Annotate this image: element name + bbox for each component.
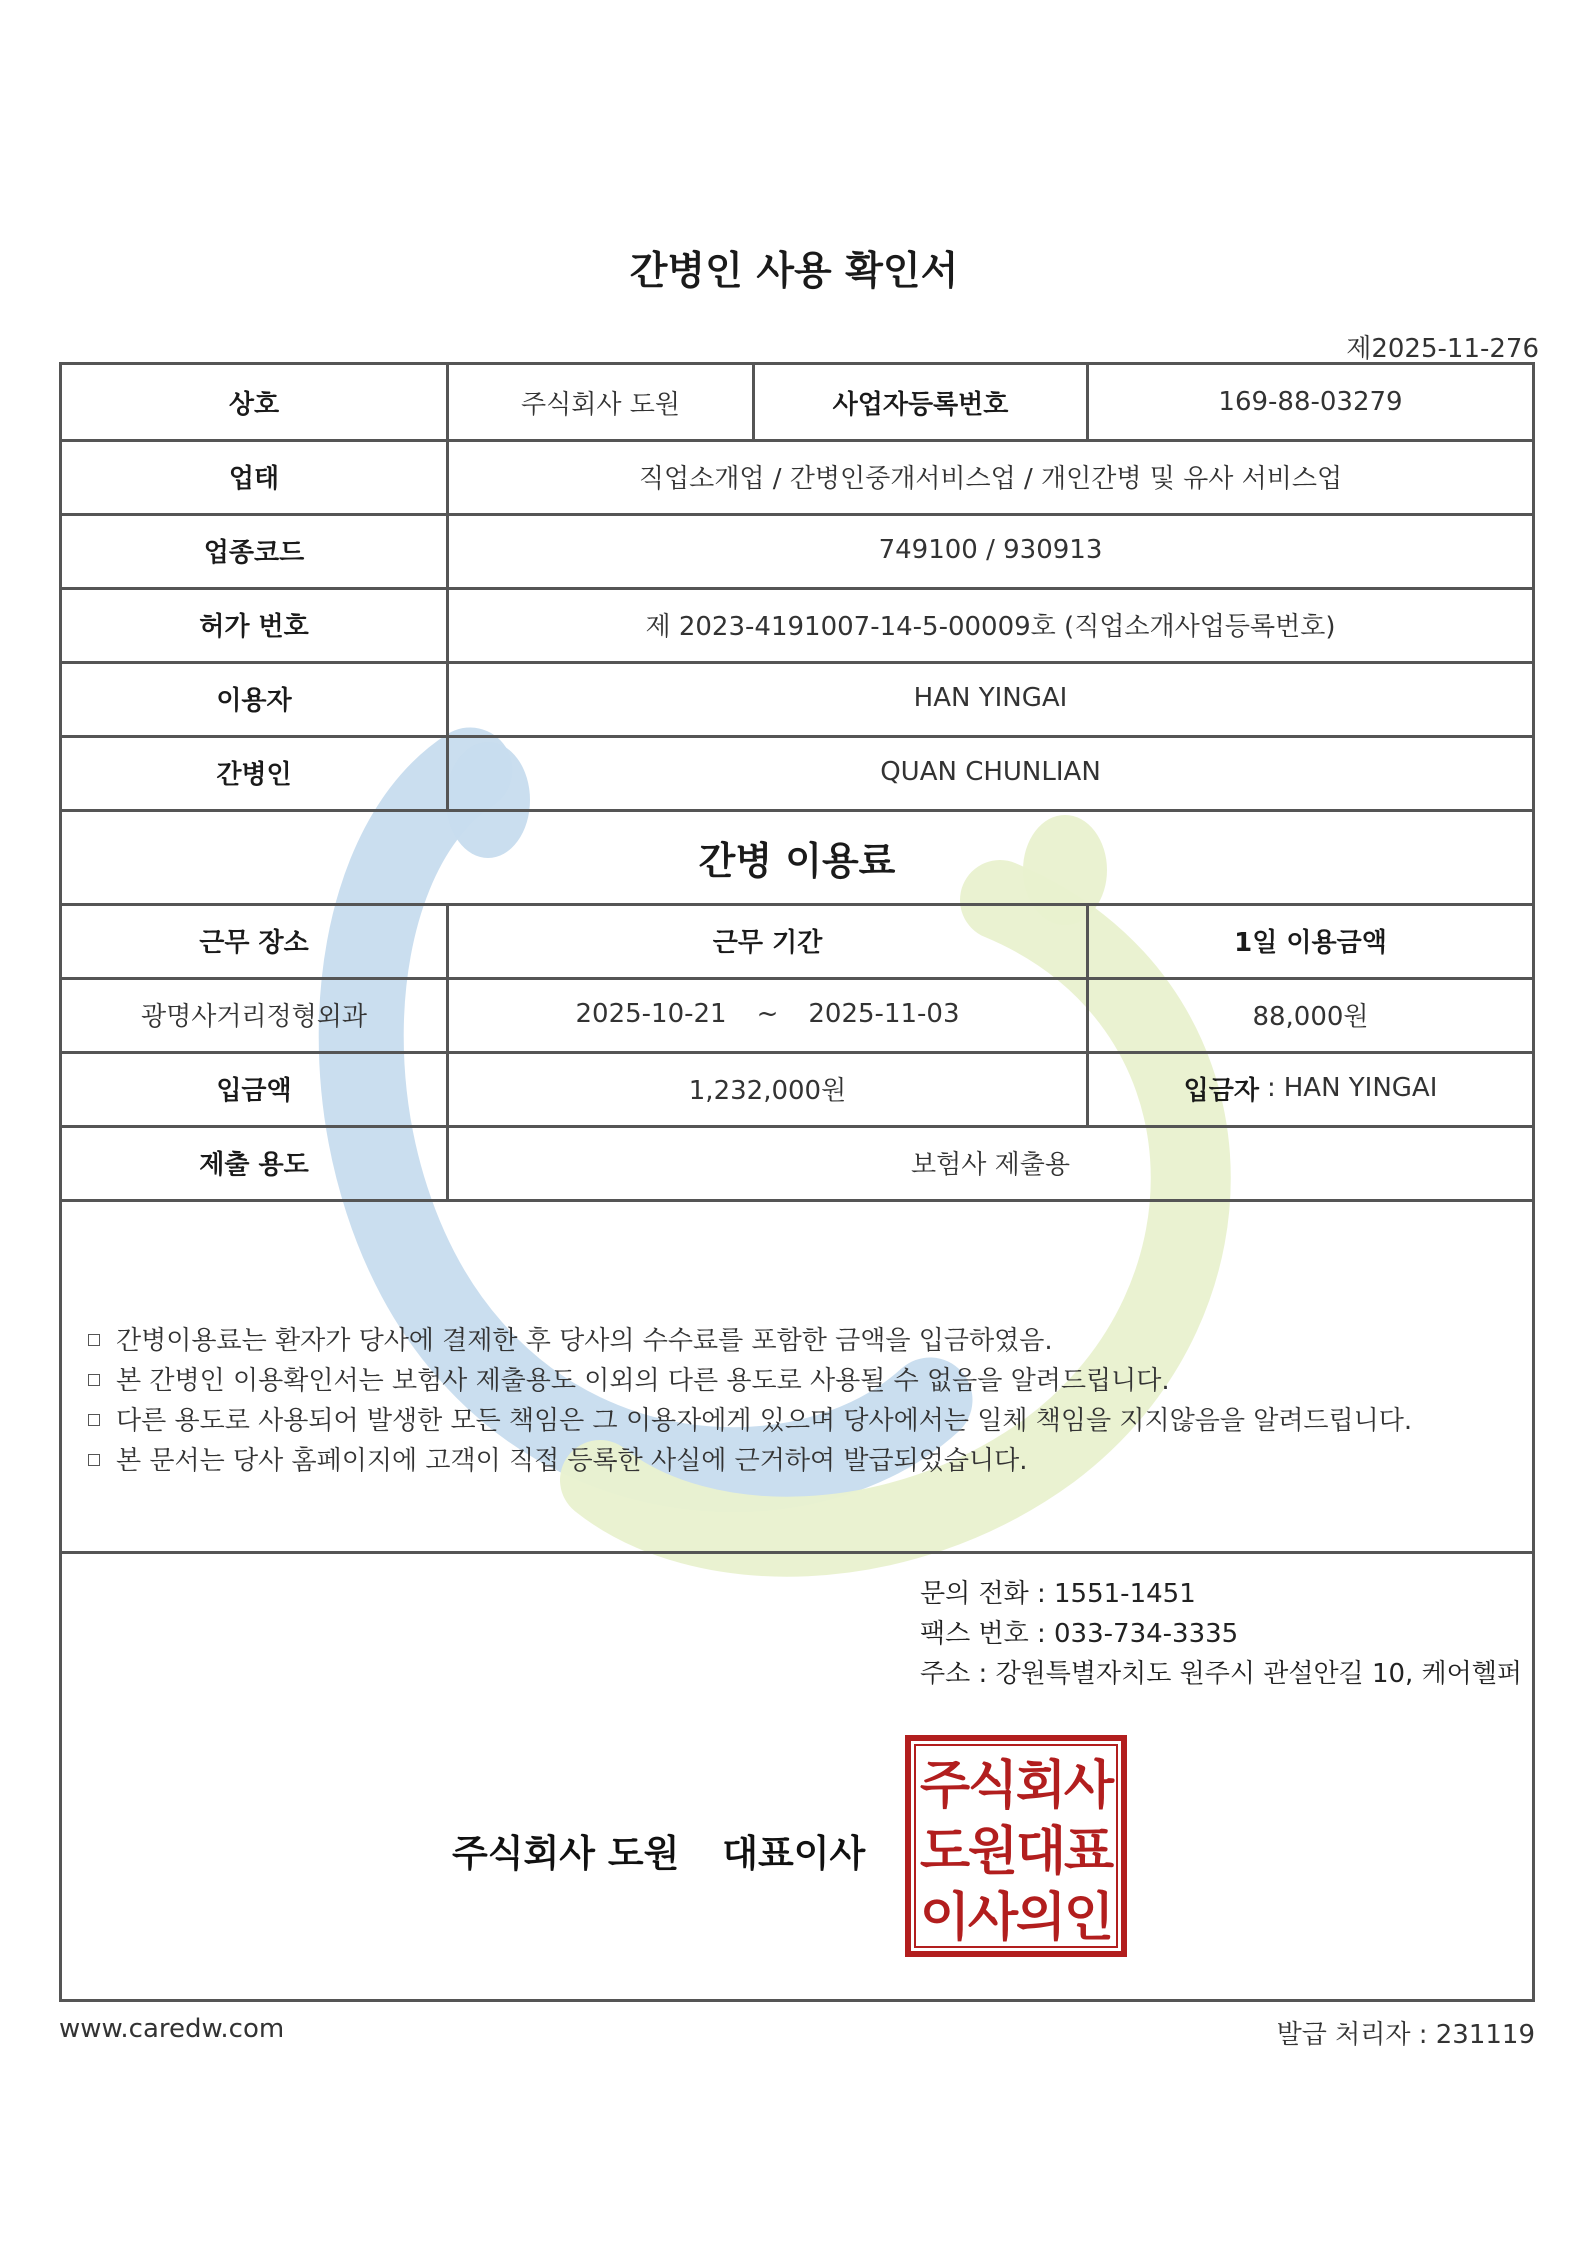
notice-text: 다른 용도로 사용되어 발생한 모든 책임은 그 이용자에게 있으며 당사에서는 일체 책임을 지지않음을 알려드립니다. [116,1406,1413,1436]
bizno-value: 169-88-03279 [1218,387,1403,417]
purpose-label: 제출 용도 [199,1149,309,1180]
bullet-square-icon [88,1374,100,1386]
place-value: 광명사거리정형외과 [140,1001,368,1032]
svg-text:의: 의 [1015,1888,1067,1948]
code-label: 업종코드 [203,537,305,568]
svg-text:사: 사 [967,1888,1019,1948]
svg-text:대: 대 [1015,1822,1067,1882]
svg-text:이: 이 [919,1888,971,1948]
user-value: HAN YINGAI [913,683,1068,713]
notice-text: 간병이용료는 환자가 당사에 결제한 후 당사의 수수료를 포함한 금액을 입금하였음. [116,1326,1053,1356]
depositor [1089,1051,1532,1125]
company-label: 상호 [228,389,280,420]
period-start: 2025-10-21 [575,999,727,1029]
bullet-square-icon [88,1334,100,1346]
bullet-square-icon [88,1414,100,1426]
website-link[interactable]: www.caredw.com [59,2014,285,2044]
row-divider [62,1551,1532,1554]
fee-section-title: 간병 이용료 [698,839,896,883]
period-end: 2025-11-03 [808,999,960,1029]
issuer-info: 발급 처리자 : 231119 [1276,2020,1535,2050]
depositor-label: 입금자 [1183,1075,1259,1106]
daily-label: 1일 이용금액 [1234,927,1387,958]
notice-item [88,1320,1053,1357]
notice-text: 본 간병인 이용확인서는 보험사 제출용도 이외의 다른 용도로 사용될 수 없음을 알려드립니다. [116,1366,1170,1396]
row-divider [62,1199,1532,1202]
caregiver-value: QUAN CHUNLIAN [880,757,1101,787]
code-value: 749100 / 930913 [878,535,1103,565]
certificate-table [59,362,1535,2002]
caregiver-label: 간병인 [216,759,292,790]
license-value: 제 2023-4191007-14-5-00009호 (직업소개사업등록번호) [645,611,1336,642]
deposit-value: 1,232,000원 [688,1075,847,1106]
svg-text:주: 주 [919,1756,971,1816]
depositor-separator: : [1266,1073,1276,1103]
svg-text:도: 도 [919,1822,971,1882]
place-label: 근무 장소 [199,927,309,958]
signer-company: 주식회사 도원 [452,1832,680,1875]
company-value: 주식회사 도원 [521,389,680,420]
svg-text:사: 사 [1063,1756,1115,1816]
document-title: 간병인 사용 확인서 [629,249,959,294]
notice-item [88,1440,1027,1477]
period-separator: ~ [756,999,779,1029]
signer-line [452,1823,865,1877]
svg-text:식: 식 [967,1756,1019,1816]
contact-address: 주소 : 강원특별자치도 원주시 관설안길 10, 케어헬퍼 [920,1659,1523,1689]
company-seal-stamp [905,1735,1127,1957]
daily-value: 88,000원 [1252,1001,1369,1032]
deposit-label: 입금액 [216,1075,292,1106]
notice-item [88,1360,1170,1397]
signer-role: 대표이사 [722,1832,866,1875]
bizno-label: 사업자등록번호 [832,389,1009,420]
notice-text: 본 문서는 당사 홈페이지에 고객이 직접 등록한 사실에 근거하여 발급되었습니다. [116,1446,1028,1476]
period-label: 근무 기간 [712,927,823,958]
license-label: 허가 번호 [199,611,309,642]
contact-fax: 팩스 번호 : 033-734-3335 [920,1619,1239,1649]
notice-item [88,1400,1412,1437]
industry-label: 업태 [228,463,280,494]
industry-value: 직업소개업 / 간병인중개서비스업 / 개인간병 및 유사 서비스업 [638,463,1343,494]
period-value [449,977,1086,1051]
svg-text:회: 회 [1015,1756,1067,1816]
user-label: 이용자 [216,685,292,716]
svg-text:표: 표 [1063,1822,1115,1882]
depositor-value: HAN YINGAI [1283,1073,1438,1103]
bullet-square-icon [88,1454,100,1466]
svg-text:인: 인 [1063,1888,1115,1948]
svg-text:원: 원 [967,1822,1019,1882]
document-number: 제2025-11-276 [1346,334,1539,364]
contact-phone: 문의 전화 : 1551-1451 [920,1579,1196,1609]
purpose-value: 보험사 제출용 [911,1149,1070,1180]
